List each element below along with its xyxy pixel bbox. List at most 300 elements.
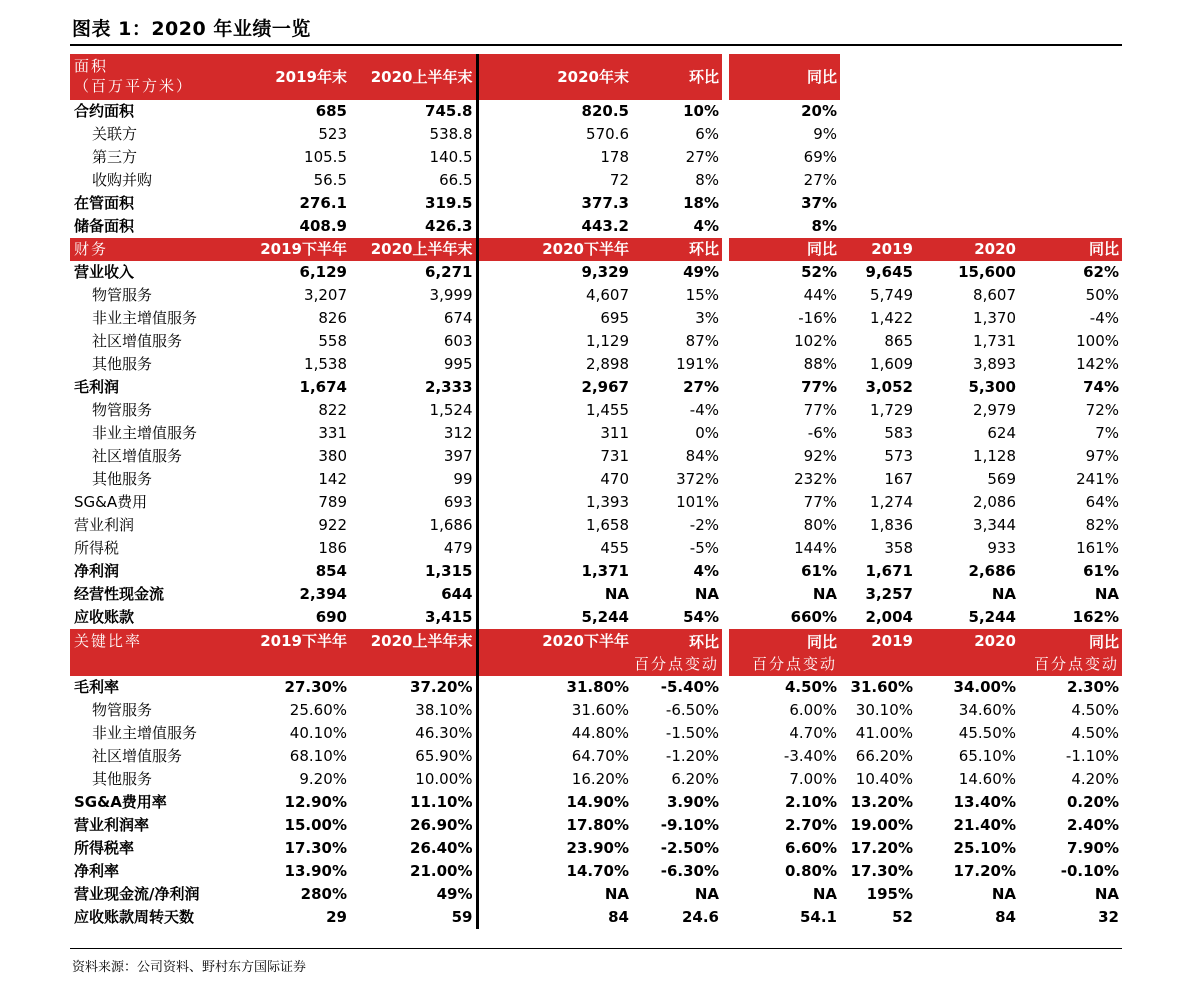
table-cell: 2,333	[350, 376, 477, 399]
header-cell: 同比 百分点变动	[729, 629, 840, 676]
table-cell: 17.20%	[953, 862, 1016, 880]
table-cell: 25.10%	[953, 839, 1016, 857]
table-cell: 17.30%	[850, 862, 913, 880]
table-cell: -6%	[807, 424, 837, 442]
table-cell: 23.90%	[566, 839, 629, 857]
table-cell: 280%	[300, 885, 347, 903]
table-cell: 311	[600, 424, 629, 442]
table-cell: 523	[318, 125, 347, 143]
table-cell: 38.10%	[350, 699, 477, 722]
table-cell: 80%	[803, 516, 837, 534]
ratios-header-label: 关键比率	[70, 629, 240, 676]
table-cell: 4,607	[586, 286, 629, 304]
table-cell: 72	[609, 171, 629, 189]
row-label: 营业利润	[74, 516, 135, 534]
header-cell: 2020下半年	[477, 238, 632, 261]
table-cell: 34.00%	[953, 678, 1016, 696]
table-cell: 5,749	[870, 286, 913, 304]
table-cell: 7.00%	[789, 770, 837, 788]
table-row	[70, 100, 1122, 123]
table-cell: 4.50%	[1071, 724, 1119, 742]
header-cell: 2019	[840, 238, 916, 261]
table-cell: 408.9	[299, 217, 347, 235]
table-cell: 17.20%	[850, 839, 913, 857]
table-cell: 77%	[803, 493, 837, 511]
table-cell: 64.70%	[571, 747, 629, 765]
table-cell: -6.50%	[665, 701, 719, 719]
table-cell: 10.40%	[855, 770, 913, 788]
table-cell: 77%	[803, 401, 837, 419]
table-cell: -3.40%	[783, 747, 837, 765]
table-row	[70, 676, 1122, 699]
table-cell: 6,271	[350, 261, 477, 284]
header-cell: 2020年末	[477, 54, 632, 100]
table-cell: 26.90%	[350, 814, 477, 837]
table-cell: 82%	[1085, 516, 1119, 534]
table-cell: 443.2	[581, 217, 629, 235]
table-cell: 4.20%	[1071, 770, 1119, 788]
table-cell: 377.3	[581, 194, 629, 212]
table-cell: NA	[812, 885, 837, 903]
table-cell: 624	[987, 424, 1016, 442]
table-cell: 4.50%	[1071, 701, 1119, 719]
table-cell: 3,999	[350, 284, 477, 307]
table-row	[70, 169, 1122, 192]
table-cell: 74%	[1083, 378, 1119, 396]
table-cell: 2,967	[581, 378, 629, 396]
ratios-header-row	[70, 629, 1122, 676]
table-cell: -6.30%	[660, 862, 719, 880]
table-cell: 6.00%	[789, 701, 837, 719]
table-cell: NA	[1094, 585, 1119, 603]
table-cell: 14.90%	[566, 793, 629, 811]
table-cell: 1,729	[870, 401, 913, 419]
table-cell: 3,893	[973, 355, 1016, 373]
table-cell: 1,524	[350, 399, 477, 422]
table-cell: 62%	[1083, 263, 1119, 281]
table-row	[70, 422, 1122, 445]
table-cell: 54%	[683, 608, 719, 626]
table-cell: 21.00%	[350, 860, 477, 883]
table-cell: 1,455	[586, 401, 629, 419]
table-cell: 69%	[803, 148, 837, 166]
table-cell: 1,686	[350, 514, 477, 537]
table-row	[70, 307, 1122, 330]
table-cell: 3,257	[865, 585, 913, 603]
table-cell: 195%	[866, 885, 913, 903]
header-cell: 2020	[916, 238, 1019, 261]
table-cell: 162%	[1072, 608, 1119, 626]
header-cell: 同比	[729, 54, 840, 100]
table-cell: 84%	[685, 447, 719, 465]
table-cell: 380	[318, 447, 347, 465]
table-cell: 1,315	[350, 560, 477, 583]
table-cell: 6%	[695, 125, 719, 143]
table-cell: 3,052	[865, 378, 913, 396]
row-label: 应收账款	[74, 608, 135, 626]
table-cell: 3,415	[350, 606, 477, 629]
table-cell: 54.1	[799, 908, 837, 926]
table-cell: 24.6	[681, 908, 719, 926]
table-cell: 17.80%	[566, 816, 629, 834]
row-label: 社区增值服务	[92, 747, 183, 765]
table-row	[70, 146, 1122, 169]
table-cell: 17.30%	[284, 839, 347, 857]
table-row	[70, 560, 1122, 583]
table-cell: NA	[991, 585, 1016, 603]
table-cell: 5,244	[968, 608, 1016, 626]
table-row	[70, 330, 1122, 353]
table-cell: 479	[350, 537, 477, 560]
table-cell: 7%	[1095, 424, 1119, 442]
table-cell: 21.40%	[953, 816, 1016, 834]
table-cell: 19.00%	[850, 816, 913, 834]
table-cell: 61%	[1083, 562, 1119, 580]
row-label: 物管服务	[92, 286, 153, 304]
table-row	[70, 814, 1122, 837]
table-cell: 789	[318, 493, 347, 511]
table-cell: 2.10%	[784, 793, 837, 811]
table-cell: 144%	[794, 539, 837, 557]
table-cell: 37%	[801, 194, 837, 212]
table-cell: 30.10%	[855, 701, 913, 719]
table-cell: 0.20%	[1066, 793, 1119, 811]
table-cell: 49%	[683, 263, 719, 281]
table-cell: 15%	[685, 286, 719, 304]
table-row	[70, 606, 1122, 629]
row-label: 非业主增值服务	[92, 309, 198, 327]
table-cell: 1,371	[581, 562, 629, 580]
table-cell: 826	[318, 309, 347, 327]
table-cell: 61%	[801, 562, 837, 580]
header-cell: 同比	[1019, 238, 1122, 261]
table-row	[70, 537, 1122, 560]
table-cell: 46.30%	[350, 722, 477, 745]
table-cell: 26.40%	[350, 837, 477, 860]
table-cell: 1,128	[973, 447, 1016, 465]
table-cell: -5.40%	[660, 678, 719, 696]
row-label: 在管面积	[74, 194, 135, 212]
row-label: 经营性现金流	[74, 585, 165, 603]
row-label: SG&A费用率	[74, 793, 167, 811]
table-cell: 8,607	[973, 286, 1016, 304]
table-row	[70, 468, 1122, 491]
table-cell: 13.20%	[850, 793, 913, 811]
table-cell: 312	[350, 422, 477, 445]
table-cell: 5,300	[968, 378, 1016, 396]
table-cell: 745.8	[350, 100, 477, 123]
table-cell: 9,329	[581, 263, 629, 281]
table-cell: 167	[884, 470, 913, 488]
table-cell: 1,422	[870, 309, 913, 327]
table-cell: 14.70%	[566, 862, 629, 880]
table-cell: 14.60%	[958, 770, 1016, 788]
table-cell: 102%	[794, 332, 837, 350]
table-row	[70, 399, 1122, 422]
table-cell: 12.90%	[284, 793, 347, 811]
table-cell: 397	[350, 445, 477, 468]
row-label: 营业现金流/净利润	[74, 885, 200, 903]
table-cell: 10%	[683, 102, 719, 120]
table-cell: 232%	[794, 470, 837, 488]
table-cell: NA	[604, 585, 629, 603]
table-cell: 2.30%	[1066, 678, 1119, 696]
table-row	[70, 699, 1122, 722]
row-label: 物管服务	[92, 701, 153, 719]
table-cell: 644	[350, 583, 477, 606]
table-cell: 573	[884, 447, 913, 465]
table-cell: 20%	[801, 102, 837, 120]
table-cell: 1,393	[586, 493, 629, 511]
table-cell: 45.50%	[958, 724, 1016, 742]
table-cell: 8%	[695, 171, 719, 189]
table-cell: 10.00%	[350, 768, 477, 791]
results-table	[70, 54, 1122, 929]
table-cell: 603	[350, 330, 477, 353]
row-label: 第三方	[92, 148, 138, 166]
table-cell: 922	[318, 516, 347, 534]
table-cell: 2,979	[973, 401, 1016, 419]
table-cell: 50%	[1085, 286, 1119, 304]
table-cell: 15,600	[958, 263, 1016, 281]
row-label: 物管服务	[92, 401, 153, 419]
row-label: 净利率	[74, 862, 120, 880]
row-label: SG&A费用	[74, 493, 148, 511]
table-cell: 2,898	[586, 355, 629, 373]
table-cell: 27.30%	[284, 678, 347, 696]
table-cell: 1,370	[973, 309, 1016, 327]
header-cell: 2019年末	[240, 54, 350, 100]
header-cell: 2020上半年末	[350, 238, 477, 261]
table-cell: 0%	[695, 424, 719, 442]
table-row	[70, 123, 1122, 146]
table-cell: 56.5	[313, 171, 347, 189]
table-cell: 695	[600, 309, 629, 327]
table-cell: 65.10%	[958, 747, 1016, 765]
table-cell: 11.10%	[350, 791, 477, 814]
table-cell: 44.80%	[571, 724, 629, 742]
finance-header-row	[70, 238, 1122, 261]
row-label: 其他服务	[92, 770, 153, 788]
table-cell: 9%	[813, 125, 837, 143]
table-cell: 6.60%	[784, 839, 837, 857]
table-cell: 933	[987, 539, 1016, 557]
table-cell: 8%	[811, 217, 837, 235]
table-cell: 142%	[1076, 355, 1119, 373]
row-label: 收购并购	[92, 171, 153, 189]
table-cell: 97%	[1085, 447, 1119, 465]
table-cell: 52%	[801, 263, 837, 281]
table-cell: 140.5	[350, 146, 477, 169]
table-cell: 31.60%	[850, 678, 913, 696]
table-cell: 27%	[803, 171, 837, 189]
row-label: 非业主增值服务	[92, 724, 198, 742]
table-cell: 2.70%	[784, 816, 837, 834]
table-cell: 4.70%	[789, 724, 837, 742]
table-cell: 822	[318, 401, 347, 419]
table-cell: 731	[600, 447, 629, 465]
table-cell: -4%	[1089, 309, 1119, 327]
table-cell: 34.60%	[958, 701, 1016, 719]
table-cell: 52	[892, 908, 913, 926]
table-cell: 191%	[676, 355, 719, 373]
row-label: 所得税率	[74, 839, 135, 857]
table-cell: 40.10%	[289, 724, 347, 742]
table-cell: 84	[995, 908, 1016, 926]
row-label: 合约面积	[74, 102, 135, 120]
row-label: 毛利润	[74, 378, 120, 396]
table-cell: 538.8	[350, 123, 477, 146]
table-cell: -5%	[689, 539, 719, 557]
table-cell: NA	[694, 885, 719, 903]
table-row	[70, 284, 1122, 307]
table-row	[70, 445, 1122, 468]
table-cell: 2,686	[968, 562, 1016, 580]
table-cell: 820.5	[581, 102, 629, 120]
header-cell: 2020上半年末	[350, 629, 477, 676]
row-label: 所得税	[74, 539, 120, 557]
table-row	[70, 768, 1122, 791]
table-cell: 37.20%	[350, 676, 477, 699]
table-cell: 9.20%	[299, 770, 347, 788]
table-cell: -1.20%	[665, 747, 719, 765]
table-cell: NA	[991, 885, 1016, 903]
table-cell: 178	[600, 148, 629, 166]
table-cell: 44%	[803, 286, 837, 304]
table-cell: 1,129	[586, 332, 629, 350]
table-cell: 2,004	[865, 608, 913, 626]
table-cell: 13.90%	[284, 862, 347, 880]
table-row	[70, 745, 1122, 768]
table-cell: 101%	[676, 493, 719, 511]
table-cell: 331	[318, 424, 347, 442]
table-cell: 13.40%	[953, 793, 1016, 811]
table-cell: 358	[884, 539, 913, 557]
figure-title: 图表 1：2020 年业绩一览	[72, 18, 311, 40]
row-label: 关联方	[92, 125, 138, 143]
table-cell: -1.10%	[1065, 747, 1119, 765]
table-cell: 660%	[790, 608, 837, 626]
table-row	[70, 215, 1122, 238]
table-row	[70, 837, 1122, 860]
table-cell: 27%	[683, 378, 719, 396]
table-cell: 995	[350, 353, 477, 376]
table-row	[70, 514, 1122, 537]
table-cell: -4%	[689, 401, 719, 419]
table-cell: 854	[315, 562, 347, 580]
table-cell: 31.80%	[566, 678, 629, 696]
row-label: 净利润	[74, 562, 120, 580]
table-cell: 865	[884, 332, 913, 350]
table-cell: 72%	[1085, 401, 1119, 419]
row-label: 毛利率	[74, 678, 120, 696]
table-cell: 31.60%	[571, 701, 629, 719]
table-cell: 105.5	[304, 148, 347, 166]
table-cell: 186	[318, 539, 347, 557]
table-row	[70, 376, 1122, 399]
row-label: 营业利润率	[74, 816, 150, 834]
finance-section	[70, 261, 1122, 629]
header-cell: 2020	[916, 629, 1019, 676]
table-cell: 1,274	[870, 493, 913, 511]
table-cell: NA	[812, 585, 837, 603]
table-cell: 18%	[683, 194, 719, 212]
table-cell: NA	[604, 885, 629, 903]
table-cell: 0.80%	[784, 862, 837, 880]
table-row	[70, 261, 1122, 284]
area-header-row	[70, 54, 1122, 100]
header-cell: 2019下半年	[240, 629, 350, 676]
row-label: 社区增值服务	[92, 332, 183, 350]
header-cell: 环比	[632, 238, 722, 261]
table-cell: 66.5	[350, 169, 477, 192]
table-cell: 455	[600, 539, 629, 557]
table-cell: 16.20%	[571, 770, 629, 788]
table-cell: 3,207	[304, 286, 347, 304]
table-cell: 3.90%	[666, 793, 719, 811]
table-cell: 25.60%	[289, 701, 347, 719]
table-cell: -1.50%	[665, 724, 719, 742]
table-cell: 100%	[1076, 332, 1119, 350]
finance-header-label: 财务	[70, 238, 240, 261]
row-label: 储备面积	[74, 217, 135, 235]
table-cell: 1,674	[299, 378, 347, 396]
table-cell: 1,658	[586, 516, 629, 534]
row-label: 其他服务	[92, 355, 153, 373]
table-cell: 32	[1098, 908, 1119, 926]
table-row	[70, 883, 1122, 906]
header-cell: 同比 百分点变动	[1019, 629, 1122, 676]
table-cell: 276.1	[299, 194, 347, 212]
ratios-section	[70, 676, 1122, 929]
table-cell: 470	[600, 470, 629, 488]
table-cell: 690	[315, 608, 347, 626]
table-cell: -2%	[689, 516, 719, 534]
table-cell: 1,609	[870, 355, 913, 373]
table-cell: 87%	[685, 332, 719, 350]
table-cell: 84	[608, 908, 629, 926]
table-cell: 29	[326, 908, 347, 926]
table-cell: -16%	[798, 309, 837, 327]
area-header-label: 面积 （百万平方米）	[70, 54, 240, 100]
table-cell: 2.40%	[1066, 816, 1119, 834]
table-row	[70, 722, 1122, 745]
table-cell: -0.10%	[1060, 862, 1119, 880]
table-cell: 569	[987, 470, 1016, 488]
table-cell: 2,086	[973, 493, 1016, 511]
table-row	[70, 583, 1122, 606]
table-cell: 77%	[801, 378, 837, 396]
table-cell: 1,731	[973, 332, 1016, 350]
footer-divider	[70, 948, 1122, 949]
table-cell: 92%	[803, 447, 837, 465]
table-cell: 319.5	[350, 192, 477, 215]
table-cell: 4%	[693, 562, 719, 580]
table-cell: 4.50%	[784, 678, 837, 696]
table-cell: -2.50%	[660, 839, 719, 857]
header-cell: 同比	[729, 238, 840, 261]
table-cell: 9,645	[865, 263, 913, 281]
table-cell: 59	[350, 906, 477, 929]
row-label: 非业主增值服务	[92, 424, 198, 442]
table-cell: 426.3	[350, 215, 477, 238]
table-cell: 2,394	[299, 585, 347, 603]
table-cell: 241%	[1076, 470, 1119, 488]
table-cell: 3,344	[973, 516, 1016, 534]
table-cell: 7.90%	[1066, 839, 1119, 857]
table-cell: 88%	[803, 355, 837, 373]
header-cell: 2019下半年	[240, 238, 350, 261]
